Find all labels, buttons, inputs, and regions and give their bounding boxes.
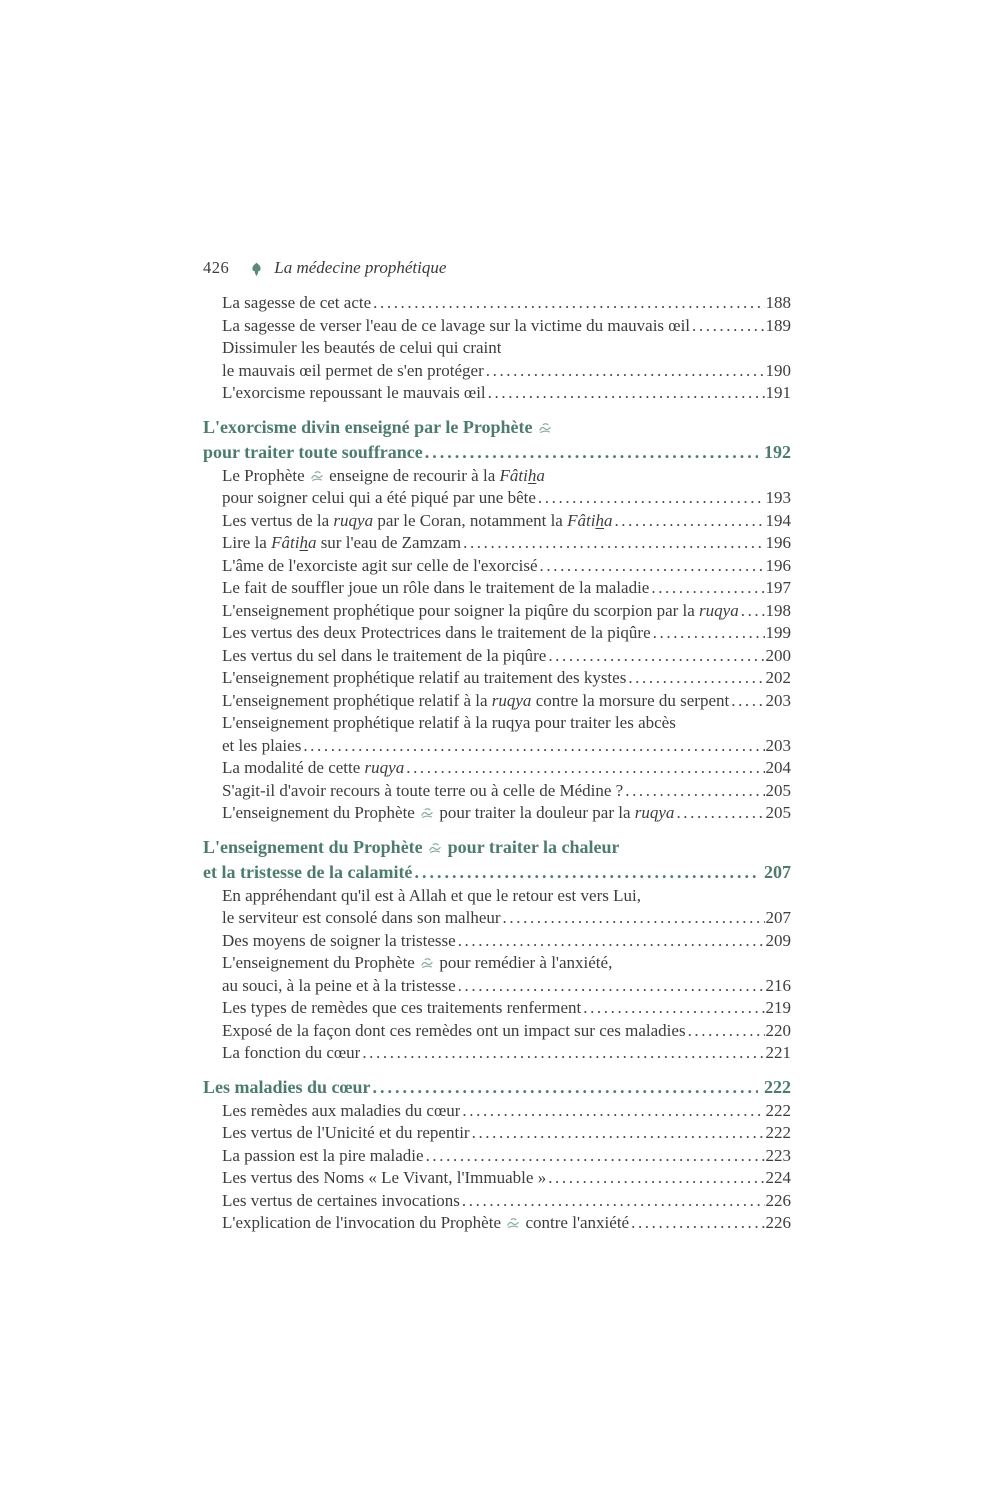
- toc-line-text: Les remèdes aux maladies du cœur: [222, 1100, 461, 1120]
- toc-entry: [203, 667, 791, 690]
- toc-page-number: 204: [765, 758, 791, 777]
- dot-leader: [676, 802, 764, 825]
- toc-entry: [203, 600, 791, 623]
- toc-page-number: 199: [765, 623, 791, 642]
- toc-entry: [203, 315, 791, 338]
- toc-entry: [203, 885, 791, 930]
- toc-line-text: pour traiter toute souffrance: [203, 441, 423, 462]
- dot-leader: [540, 555, 765, 578]
- toc-page-number: 203: [765, 690, 791, 710]
- toc-line-text: Les vertus de l'Unicité et du repentir: [222, 1123, 470, 1142]
- toc-entry: [203, 690, 791, 713]
- toc-line: [222, 292, 791, 315]
- toc-line-text: La sagesse de verser l'eau de ce lavage sur la victime du mauvais œil: [222, 315, 691, 335]
- toc-line-text: Dissimuler les beautés de celui qui craint: [222, 338, 502, 357]
- toc-page-number: 222: [764, 1076, 791, 1097]
- toc-page-number: 192: [764, 441, 791, 462]
- toc-page-number: 205: [765, 803, 791, 822]
- dot-leader: [692, 315, 764, 338]
- toc-line: [222, 1042, 791, 1065]
- toc-line-text: Les maladies du cœur: [203, 1076, 371, 1097]
- dot-leader: [631, 1212, 764, 1235]
- saw-calligraphy-icon: [420, 957, 434, 969]
- toc-line-text: Lire la Fâtiha sur l'eau de Zamzam: [222, 533, 462, 552]
- toc-line-text: Le fait de souffler joue un rôle dans le traitement de la maladie: [222, 578, 650, 597]
- dot-leader: [583, 997, 764, 1020]
- toc-entry: [203, 1020, 791, 1043]
- toc-line: [222, 735, 791, 758]
- fleuron-icon: [251, 262, 262, 277]
- toc-line-text: L'âme de l'exorciste agit sur celle de l'exorcisé: [222, 555, 538, 575]
- toc-page-number: 194: [765, 510, 791, 530]
- toc-page-number: 196: [765, 533, 791, 552]
- toc-page-number: 226: [765, 1190, 791, 1210]
- toc-line-text: L'exorcisme divin enseigné par le Prophète: [203, 415, 553, 440]
- toc-line-text: le serviteur est consolé dans son malheur: [222, 908, 501, 927]
- dot-leader: [472, 1122, 765, 1145]
- toc-entry: [203, 780, 791, 803]
- dot-leader: [651, 577, 764, 600]
- toc-entry: [203, 465, 791, 510]
- dot-leader: [741, 600, 765, 623]
- toc-entry: [203, 712, 791, 757]
- toc-entry: [203, 802, 791, 825]
- toc-line: [222, 1190, 791, 1213]
- folio-page-number: 426: [203, 258, 230, 277]
- toc-section-heading: [203, 415, 791, 465]
- toc-line-text: L'enseignement du Prophète pour traiter la douleur par la ruqya: [222, 803, 675, 822]
- toc-line-text: et les plaies: [222, 735, 302, 755]
- toc-entry: [203, 577, 791, 600]
- saw-calligraphy-icon: [538, 422, 552, 434]
- toc-page-number: 197: [765, 578, 791, 597]
- toc-section-heading: [203, 1075, 791, 1100]
- toc-line-text: pour soigner celui qui a été piqué par une bête: [222, 488, 536, 507]
- toc-line: [222, 510, 791, 533]
- dot-leader: [463, 532, 764, 555]
- toc-line-text: L'enseignement prophétique relatif au traitement des kystes: [222, 668, 627, 687]
- toc-line: [222, 1167, 791, 1190]
- saw-calligraphy-icon: [428, 842, 442, 854]
- toc-page-number: 221: [765, 1043, 791, 1062]
- toc-entry: [203, 510, 791, 533]
- toc-line-text: Les vertus de certaines invocations: [222, 1190, 460, 1210]
- toc-line: [222, 360, 791, 383]
- dot-leader: [688, 1020, 765, 1043]
- toc-page-number: 203: [765, 735, 791, 755]
- toc-line: [222, 1145, 791, 1168]
- toc-line: [203, 415, 791, 440]
- toc-line-text: L'exorcisme repoussant le mauvais œil: [222, 383, 486, 402]
- toc-entry: [203, 930, 791, 953]
- toc-page-number: 205: [765, 780, 791, 800]
- toc-line-text: le mauvais œil permet de s'en protéger: [222, 360, 484, 380]
- toc-line: [222, 780, 791, 803]
- toc-page-number: 220: [765, 1020, 791, 1040]
- toc-page-number: 188: [765, 293, 791, 312]
- page-column: [203, 258, 791, 1235]
- toc-line: [222, 802, 791, 825]
- toc-line-text: Les vertus du sel dans le traitement de la piqûre: [222, 645, 547, 665]
- toc-entry: [203, 382, 791, 405]
- running-header-book-title: La médecine prophétique: [274, 258, 447, 277]
- toc-entry: [203, 337, 791, 382]
- toc-entry: [203, 622, 791, 645]
- toc-line-text: La modalité de cette ruqya: [222, 758, 405, 777]
- dot-leader: [426, 1145, 765, 1168]
- toc-line-text: L'enseignement prophétique relatif à la ruqya pour traiter les abcès: [222, 713, 676, 732]
- toc-page-number: 219: [765, 998, 791, 1017]
- toc-line-text: Le Prophète enseigne de recourir à la Fâtiha: [222, 465, 545, 485]
- toc-page-number: 200: [765, 645, 791, 665]
- toc-entry: [203, 952, 791, 997]
- toc-line: [222, 465, 791, 488]
- dot-leader: [503, 907, 765, 930]
- toc-page-number: 222: [765, 1100, 791, 1120]
- dot-leader: [462, 1190, 765, 1213]
- toc-line: [203, 440, 791, 465]
- toc-entry: [203, 1212, 791, 1235]
- dot-leader: [303, 735, 764, 758]
- dot-leader: [462, 1100, 764, 1123]
- toc-line: [222, 555, 791, 578]
- toc-line: [222, 690, 791, 713]
- toc-entry: [203, 1042, 791, 1065]
- toc-line-text: L'enseignement du Prophète pour remédier à l'anxiété,: [222, 953, 613, 972]
- dot-leader: [628, 667, 764, 690]
- dot-leader: [625, 780, 764, 803]
- saw-calligraphy-icon: [420, 807, 434, 819]
- toc-line: [222, 712, 791, 735]
- toc-page-number: 223: [765, 1145, 791, 1165]
- toc-line-text: L'enseignement prophétique relatif à la ruqya contre la morsure du serpent: [222, 690, 730, 710]
- toc-page-number: 209: [765, 930, 791, 950]
- toc-entry: [203, 1190, 791, 1213]
- toc-line-text: La passion est la pire maladie: [222, 1145, 424, 1165]
- toc-page-number: 207: [765, 908, 791, 927]
- dot-leader: [458, 930, 765, 953]
- toc-page-number: 189: [765, 315, 791, 335]
- toc-line: [222, 667, 791, 690]
- dot-leader: [614, 510, 764, 533]
- toc-line-text: Exposé de la façon dont ces remèdes ont un impact sur ces maladies: [222, 1020, 686, 1040]
- toc-entry: [203, 532, 791, 555]
- toc-line-text: La fonction du cœur: [222, 1043, 361, 1062]
- toc-entry: [203, 292, 791, 315]
- dot-leader: [538, 487, 765, 510]
- toc-entry: [203, 1122, 791, 1145]
- dot-leader: [414, 860, 758, 885]
- toc-entry: [203, 1167, 791, 1190]
- toc-page-number: 196: [765, 555, 791, 575]
- toc-line: [222, 997, 791, 1020]
- toc-line: [222, 577, 791, 600]
- toc-line: [222, 532, 791, 555]
- dot-leader: [425, 440, 758, 465]
- toc: [203, 292, 791, 1235]
- dot-leader: [458, 975, 765, 998]
- toc-line-text: L'explication de l'invocation du Prophète contre l'anxiété: [222, 1213, 630, 1232]
- dot-leader: [486, 360, 765, 383]
- toc-page-number: 226: [765, 1213, 791, 1232]
- toc-line: [222, 930, 791, 953]
- toc-line: [222, 1100, 791, 1123]
- toc-page-number: 202: [765, 668, 791, 687]
- toc-line: [203, 835, 791, 860]
- toc-entry: [203, 757, 791, 780]
- toc-line: [203, 860, 791, 885]
- dot-leader: [373, 1075, 758, 1100]
- toc-line-text: Les types de remèdes que ces traitements renferment: [222, 998, 582, 1017]
- toc-line: [222, 1020, 791, 1043]
- toc-line: [222, 1122, 791, 1145]
- toc-page-number: 198: [765, 600, 791, 620]
- toc-line-text: Les vertus de la ruqya par le Coran, notamment la Fâtiha: [222, 510, 613, 530]
- dot-leader: [362, 1042, 764, 1065]
- toc-line: [222, 600, 791, 623]
- toc-section-heading: [203, 835, 791, 885]
- toc-line: [222, 337, 791, 360]
- dot-leader: [731, 690, 764, 713]
- toc-line-text: S'agit-il d'avoir recours à toute terre ou à celle de Médine ?: [222, 780, 624, 800]
- toc-line: [222, 315, 791, 338]
- toc-line: [222, 622, 791, 645]
- toc-line: [222, 975, 791, 998]
- dot-leader: [488, 382, 765, 405]
- toc-page-number: 207: [764, 861, 791, 882]
- saw-calligraphy-icon: [506, 1217, 520, 1229]
- dot-leader: [406, 757, 764, 780]
- toc-line: [203, 1075, 791, 1100]
- toc-page-number: 222: [765, 1123, 791, 1142]
- toc-line: [222, 487, 791, 510]
- dot-leader: [548, 645, 764, 668]
- toc-line: [222, 1212, 791, 1235]
- running-header: [203, 258, 791, 280]
- toc-line: [222, 757, 791, 780]
- toc-page-number: 216: [765, 975, 791, 995]
- toc-line: [222, 645, 791, 668]
- toc-line-text: L'enseignement du Prophète pour traiter la chaleur: [203, 836, 620, 857]
- toc-line: [222, 382, 791, 405]
- dot-leader: [653, 622, 765, 645]
- toc-line-text: Les vertus des deux Protectrices dans le traitement de la piqûre: [222, 623, 651, 642]
- toc-page-number: 191: [765, 383, 791, 402]
- toc-line: [222, 907, 791, 930]
- toc-entry: [203, 1100, 791, 1123]
- toc-entry: [203, 1145, 791, 1168]
- toc-line: [222, 952, 791, 975]
- toc-line: [222, 885, 791, 908]
- toc-line-text: Les vertus des Noms « Le Vivant, l'Immuable »: [222, 1168, 547, 1187]
- toc-page-number: 190: [765, 360, 791, 380]
- toc-line-text: En appréhendant qu'il est à Allah et que le retour est vers Lui,: [222, 885, 641, 905]
- toc-line-text: Des moyens de soigner la tristesse: [222, 930, 456, 950]
- dot-leader: [373, 292, 764, 315]
- toc-line-text: et la tristesse de la calamité: [203, 861, 413, 882]
- toc-line-text: L'enseignement prophétique pour soigner la piqûre du scorpion par la ruqya: [222, 600, 739, 620]
- toc-line-text: au souci, à la peine et à la tristesse: [222, 975, 456, 995]
- toc-page-number: 224: [765, 1168, 791, 1187]
- toc-entry: [203, 997, 791, 1020]
- dot-leader: [548, 1167, 764, 1190]
- saw-calligraphy-icon: [310, 470, 324, 482]
- toc-line-text: La sagesse de cet acte: [222, 293, 372, 312]
- toc-entry: [203, 645, 791, 668]
- toc-entry: [203, 555, 791, 578]
- toc-page-number: 193: [765, 488, 791, 507]
